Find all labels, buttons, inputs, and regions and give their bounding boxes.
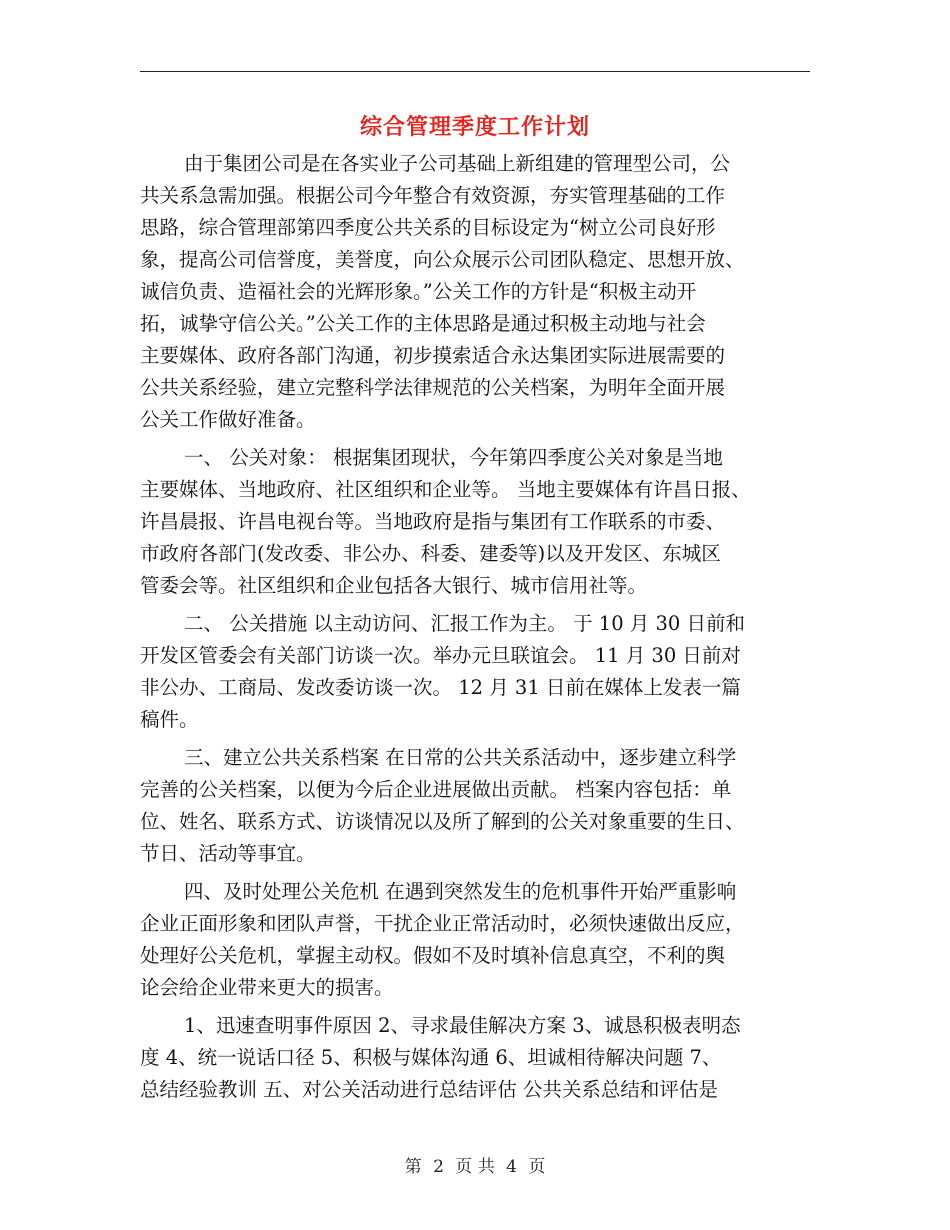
text-line: 论会给企业带来更大的损害。 bbox=[140, 976, 394, 999]
text-line: 象，提高公司信誉度，美誉度，向公众展示公司团队稳定、思想开放、 bbox=[140, 248, 745, 271]
document-title: 综合管理季度工作计划 bbox=[359, 114, 590, 140]
text-line: 三、建立公共关系档案 在日常的公共关系活动中，逐步建立科学 bbox=[184, 746, 737, 769]
text-line: 诚信负责、造福社会的光辉形象。”公关工作的方针是“积极主动开 bbox=[140, 280, 697, 303]
paragraph-pr-targets bbox=[140, 442, 820, 602]
paragraph-crisis-steps bbox=[140, 1010, 820, 1106]
paragraph-pr-archive bbox=[140, 742, 820, 870]
paragraph-pr-crisis bbox=[140, 876, 820, 1004]
text-line: 非公办、工商局、发改委访谈一次。 12 月 31 日前在媒体上发表一篇 bbox=[140, 676, 741, 699]
page-label-suffix: 页 bbox=[528, 1157, 546, 1177]
page-total-number: 4 bbox=[506, 1157, 517, 1177]
text-line: 主要媒体、政府各部门沟通，初步摸索适合永达集团实际进展需要的 bbox=[140, 344, 726, 367]
text-line: 共关系急需加强。根据公司今年整合有效资源，夯实管理基础的工作 bbox=[140, 184, 726, 207]
page-label-mid: 页 共 bbox=[455, 1157, 495, 1177]
text-line: 完善的公关档案，以便为今后企业进展做出贡献。 档案内容包括：单 bbox=[140, 778, 732, 801]
page-label-prefix: 第 bbox=[404, 1157, 422, 1177]
text-line: 1、迅速查明事件原因 2、寻求最佳解决方案 3、诚恳积极表明态 bbox=[184, 1014, 741, 1037]
text-line: 企业正面形象和团队声誉，干扰企业正常活动时，必须快速做出反应， bbox=[140, 912, 745, 935]
text-line: 管委会等。社区组织和企业包括各大银行、城市信用社等。 bbox=[140, 574, 648, 597]
text-line: 度 4、统一说话口径 5、积极与媒体沟通 6、坦诚相待解决问题 7、 bbox=[140, 1046, 722, 1069]
text-line: 总结经验教训 五、对公关活动进行总结评估 公共关系总结和评估是 bbox=[140, 1078, 718, 1101]
text-line: 拓，诚挚守信公关。”公关工作的主体思路是通过积极主动地与社会 bbox=[140, 312, 706, 335]
paragraph-intro bbox=[140, 148, 820, 436]
text-line: 思路，综合管理部第四季度公共关系的目标设定为“树立公司良好形 bbox=[140, 216, 716, 239]
text-line: 节日、活动等事宜。 bbox=[140, 842, 316, 865]
text-line: 稿件。 bbox=[140, 708, 199, 731]
text-line: 处理好公关危机，掌握主动权。假如不及时填补信息真空，不利的舆 bbox=[140, 944, 726, 967]
page-footer bbox=[0, 1152, 950, 1177]
document-body bbox=[140, 148, 820, 1112]
header-rule bbox=[140, 71, 810, 72]
text-line: 四、及时处理公关危机 在遇到突然发生的危机事件开始严重影响 bbox=[184, 880, 737, 903]
paragraph-pr-measures bbox=[140, 608, 820, 736]
text-line: 由于集团公司是在各实业子公司基础上新组建的管理型公司，公 bbox=[184, 152, 731, 175]
text-line: 市政府各部门(发改委、非公办、科委、建委等)以及开发区、东城区 bbox=[140, 542, 721, 565]
text-line: 主要媒体、当地政府、社区组织和企业等。 当地主要媒体有许昌日报、 bbox=[140, 478, 751, 501]
page-current-number: 2 bbox=[433, 1157, 444, 1177]
text-line: 一、 公关对象： 根据集团现状，今年第四季度公关对象是当地 bbox=[184, 446, 723, 469]
text-line: 公共关系经验，建立完整科学法律规范的公关档案，为明年全面开展 bbox=[140, 376, 726, 399]
text-line: 开发区管委会有关部门访谈一次。举办元旦联谊会。 11 月 30 日前对 bbox=[140, 644, 741, 667]
text-line: 位、姓名、联系方式、访谈情况以及所了解到的公关对象重要的生日、 bbox=[140, 810, 745, 833]
text-line: 许昌晨报、许昌电视台等。当地政府是指与集团有工作联系的市委、 bbox=[140, 510, 726, 533]
text-line: 二、 公关措施 以主动访问、汇报工作为主。 于 10 月 30 日前和 bbox=[184, 612, 746, 635]
text-line: 公关工作做好准备。 bbox=[140, 408, 316, 431]
